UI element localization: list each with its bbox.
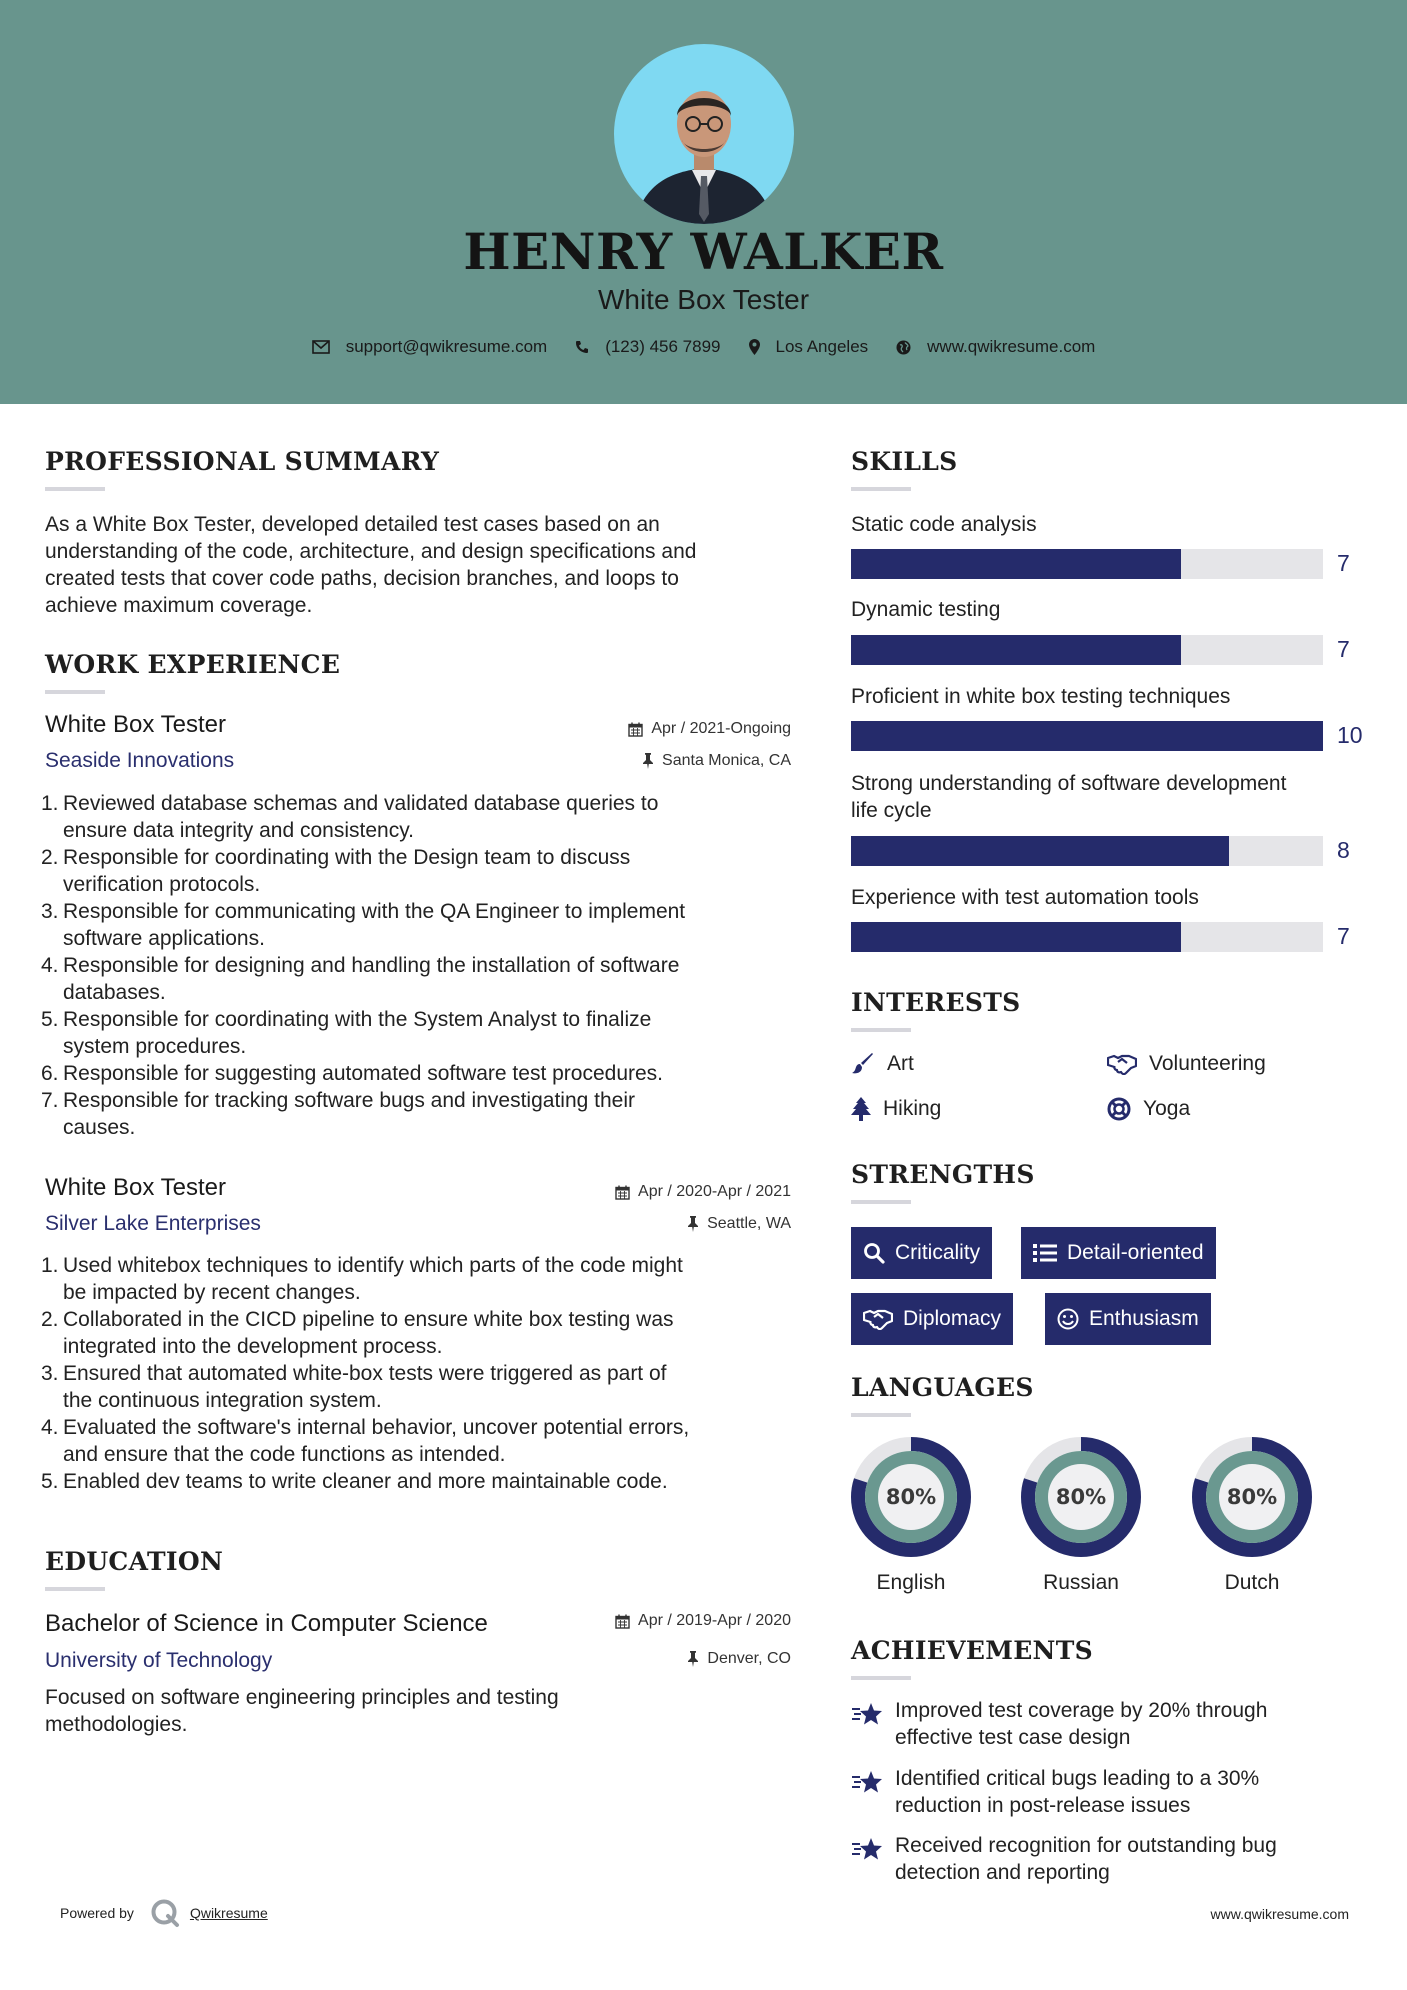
ring-percent: 80%: [885, 1485, 937, 1509]
interest-hiking: [851, 1097, 941, 1121]
pin-icon: [642, 753, 654, 769]
achievement-text: [895, 1697, 1267, 1751]
candidate-name: HENRY WALKER: [463, 222, 944, 281]
interest-label: Yoga: [1143, 1097, 1191, 1120]
skill-bar-fill: [851, 721, 1323, 751]
duty-number: 5.: [41, 1470, 59, 1493]
duty-item: [41, 1306, 815, 1360]
achievement-line: detection and reporting: [895, 1861, 1110, 1884]
interest-label: Volunteering: [1149, 1052, 1266, 1075]
summary-line: achieve maximum coverage.: [45, 594, 313, 617]
header-banner: [0, 0, 1407, 404]
duty-number: 4.: [41, 954, 59, 977]
duty-line: Responsible for designing and handling the installation of software: [63, 954, 680, 977]
duty-number: 5.: [41, 1008, 59, 1031]
duty-line: be impacted by recent changes.: [63, 1281, 361, 1304]
duty-number: 1.: [41, 792, 59, 815]
strength-tag-enthusiasm: [1045, 1293, 1211, 1345]
achievement-line: Improved test coverage by 20% through: [895, 1699, 1268, 1722]
envelope-icon: [312, 340, 330, 354]
duty-item: [41, 1060, 815, 1087]
contact-website[interactable]: [896, 337, 1095, 357]
experience-heading: WORK EXPERIENCE: [45, 650, 341, 679]
interest-label: Hiking: [883, 1097, 942, 1120]
duty-line: Responsible for coordinating with the Design team to discuss: [63, 846, 631, 869]
skill-name-line: Static code analysis: [851, 513, 1037, 536]
duty-line: Responsible for suggesting automated software test procedures.: [63, 1062, 664, 1085]
strength-label: Criticality: [895, 1241, 981, 1264]
education-line: Focused on software engineering principles and testing: [45, 1686, 559, 1709]
candidate-title: White Box Tester: [597, 284, 810, 315]
calendar-icon: [628, 722, 643, 737]
duty-number: 2.: [41, 846, 59, 869]
star-icon: [851, 1701, 885, 1727]
duty-line: system procedures.: [63, 1035, 247, 1058]
skill-name: [851, 511, 1037, 538]
calendar-icon: [615, 1185, 630, 1200]
job-dates: [500, 1183, 791, 1201]
skill-name: [851, 884, 1199, 911]
contact-email[interactable]: [312, 337, 548, 357]
education-dates: [500, 1612, 791, 1630]
interest-volunteering: [1107, 1052, 1266, 1076]
skills-heading: SKILLS: [851, 447, 958, 476]
duty-item: [41, 1006, 815, 1060]
skill-name-line: life cycle: [851, 799, 932, 822]
skill-name: [851, 683, 1230, 710]
interest-label: Art: [887, 1052, 914, 1075]
footer-powered-by: [60, 1898, 268, 1928]
duty-item: [41, 790, 815, 844]
skill-bar: [851, 635, 1323, 665]
summary-divider: [45, 487, 105, 491]
brand-link[interactable]: Qwikresume: [189, 1905, 268, 1921]
handshake-icon: [1107, 1053, 1137, 1075]
skill-name-line: Experience with test automation tools: [851, 886, 1199, 909]
duty-line: Used whitebox techniques to identify which parts of the code might: [63, 1254, 683, 1277]
contact-phone[interactable]: [575, 337, 720, 357]
strength-label: Detail-oriented: [1067, 1241, 1204, 1264]
achievements-divider: [851, 1676, 911, 1680]
duty-item: [41, 1414, 815, 1468]
qwikresume-logo-icon: [150, 1898, 180, 1928]
achievement-line: effective test case design: [895, 1726, 1131, 1749]
strength-tag-detail-oriented: [1021, 1227, 1216, 1279]
duty-line: ensure data integrity and consistency.: [63, 819, 414, 842]
interests-heading: INTERESTS: [851, 988, 1021, 1017]
skill-value: 7: [1337, 636, 1350, 662]
ring-percent: 80%: [1226, 1485, 1278, 1509]
languages-heading: LANGUAGES: [851, 1373, 1034, 1402]
pin-icon: [687, 1216, 699, 1232]
skill-name: [851, 596, 1000, 623]
skill-bar: [851, 549, 1323, 579]
language-ring: [1019, 1435, 1143, 1559]
achievement-line: Identified critical bugs leading to a 30%: [895, 1767, 1260, 1790]
language-name: Russian: [1043, 1571, 1119, 1594]
skill-bar-fill: [851, 635, 1181, 665]
star-icon: [851, 1769, 885, 1795]
star-icon: [851, 1836, 885, 1862]
interests-divider: [851, 1028, 911, 1032]
education-line: methodologies.: [45, 1713, 188, 1736]
skill-bar: [851, 721, 1323, 751]
duty-item: [41, 1252, 815, 1306]
skill-value: 7: [1337, 923, 1350, 949]
duty-item: [41, 844, 815, 898]
skill-bar: [851, 836, 1323, 866]
strength-tag-diplomacy: [851, 1293, 1013, 1345]
dates-text: Apr / 2020-Apr / 2021: [638, 1183, 791, 1200]
skill-name-line: Proficient in white box testing techniques: [851, 685, 1231, 708]
duty-line: Evaluated the software's internal behavior, uncover potential errors,: [63, 1416, 690, 1439]
duty-line: Collaborated in the CICD pipeline to ensure white box testing was: [63, 1308, 674, 1331]
duty-line: Ensured that automated white-box tests were triggered as part of: [63, 1362, 667, 1385]
handshake-icon: [863, 1308, 893, 1330]
skill-value: 8: [1337, 837, 1350, 863]
summary-line: created tests that cover code paths, decision branches, and loops to: [45, 567, 679, 590]
strengths-heading: STRENGTHS: [851, 1160, 1035, 1189]
job-title: White Box Tester: [45, 1174, 226, 1201]
duty-line: Reviewed database schemas and validated database queries to: [63, 792, 659, 815]
lifering-icon: [1107, 1097, 1131, 1121]
globe-icon: [896, 340, 911, 355]
job-dates: [500, 720, 791, 738]
dates-text: Apr / 2021-Ongoing: [651, 720, 791, 737]
achievement-item: [851, 1765, 1259, 1819]
language-name: Dutch: [1224, 1571, 1280, 1594]
skill-value: 10: [1337, 722, 1363, 748]
strengths-divider: [851, 1200, 911, 1204]
duty-line: databases.: [63, 981, 166, 1004]
duty-line: verification protocols.: [63, 873, 261, 896]
duty-line: the continuous integration system.: [63, 1389, 382, 1412]
contact-bar: [0, 337, 1407, 357]
duty-item: [41, 952, 815, 1006]
education-location: [500, 1650, 791, 1668]
skill-name-line: Dynamic testing: [851, 598, 1001, 621]
skills-divider: [851, 487, 911, 491]
duty-item: [41, 1468, 815, 1495]
duty-line: software applications.: [63, 927, 265, 950]
duty-number: 2.: [41, 1308, 59, 1331]
tree-icon: [851, 1097, 871, 1121]
duty-list: [41, 1252, 815, 1495]
profile-photo: [614, 44, 794, 224]
job-title: White Box Tester: [45, 711, 226, 738]
achievements-heading: ACHIEVEMENTS: [851, 1636, 1093, 1665]
location-text: Denver, CO: [707, 1650, 791, 1667]
location-text: Los Angeles: [775, 337, 869, 356]
achievement-line: reduction in post-release issues: [895, 1794, 1191, 1817]
degree-title: Bachelor of Science in Computer Science: [45, 1610, 488, 1637]
ring-percent: 80%: [1055, 1485, 1107, 1509]
dates-text: Apr / 2019-Apr / 2020: [638, 1612, 791, 1629]
duty-line: Responsible for communicating with the QA Engineer to implement: [63, 900, 686, 923]
phone-icon: [575, 340, 589, 354]
duty-number: 3.: [41, 900, 59, 923]
duty-line: Enabled dev teams to write cleaner and more maintainable code.: [63, 1470, 668, 1493]
map-marker-icon: [749, 339, 760, 355]
duty-number: 4.: [41, 1416, 59, 1439]
experience-divider: [45, 690, 105, 694]
contact-location: [749, 337, 869, 357]
achievement-line: Received recognition for outstanding bug: [895, 1834, 1277, 1857]
website-text: www.qwikresume.com: [927, 337, 1096, 356]
strength-label: Diplomacy: [903, 1307, 1002, 1330]
powered-by-text: Powered by: [60, 1905, 134, 1921]
summary-heading: PROFESSIONAL SUMMARY: [45, 447, 440, 476]
skill-name: [851, 770, 1286, 824]
achievement-item: [851, 1832, 1277, 1886]
duty-line: causes.: [63, 1116, 136, 1139]
achievement-text: [895, 1832, 1277, 1886]
duty-item: [41, 898, 815, 952]
calendar-icon: [615, 1614, 630, 1629]
summary-line: As a White Box Tester, developed detailed test cases based on an: [45, 513, 660, 536]
footer-website[interactable]: www.qwikresume.com: [1210, 1906, 1349, 1922]
duty-line: integrated into the development process.: [63, 1335, 443, 1358]
skill-bar: [851, 922, 1323, 952]
job-location: [500, 752, 791, 770]
skill-value: 7: [1337, 550, 1350, 576]
job-location: [500, 1215, 791, 1233]
skill-bar-fill: [851, 922, 1181, 952]
interest-art: [851, 1052, 914, 1076]
language-name: English: [876, 1571, 946, 1594]
duty-list: [41, 790, 815, 1141]
duty-item: [41, 1360, 815, 1414]
school-name: University of Technology: [45, 1649, 273, 1672]
list-icon: [1033, 1243, 1057, 1263]
paintbrush-icon: [851, 1052, 875, 1076]
location-text: Santa Monica, CA: [662, 752, 791, 769]
company-name: Silver Lake Enterprises: [45, 1212, 261, 1235]
strength-tag-criticality: [851, 1227, 992, 1279]
pin-icon: [687, 1651, 699, 1667]
education-description: [45, 1684, 805, 1738]
location-text: Seattle, WA: [707, 1215, 791, 1232]
interest-yoga: [1107, 1097, 1190, 1121]
skill-name-line: Strong understanding of software development: [851, 772, 1287, 795]
education-divider: [45, 1587, 105, 1591]
duty-number: 3.: [41, 1362, 59, 1385]
duty-number: 1.: [41, 1254, 59, 1277]
skill-bar-fill: [851, 549, 1181, 579]
language-ring: [849, 1435, 973, 1559]
summary-text: [45, 511, 805, 619]
company-name: Seaside Innovations: [45, 749, 235, 772]
languages-divider: [851, 1413, 911, 1417]
education-heading: EDUCATION: [45, 1547, 224, 1576]
duty-item: [41, 1087, 815, 1141]
achievement-text: [895, 1765, 1259, 1819]
language-ring: [1190, 1435, 1314, 1559]
achievement-item: [851, 1697, 1267, 1751]
duty-line: and ensure that the code functions as intended.: [63, 1443, 506, 1466]
summary-line: understanding of the code, architecture, and design specifications and: [45, 540, 697, 563]
duty-line: Responsible for tracking software bugs and investigating their: [63, 1089, 635, 1112]
email-text: support@qwikresume.com: [345, 337, 548, 356]
phone-text: (123) 456 7899: [605, 337, 721, 356]
duty-number: 7.: [41, 1089, 59, 1112]
duty-line: Responsible for coordinating with the System Analyst to finalize: [63, 1008, 652, 1031]
search-icon: [863, 1242, 885, 1264]
smile-icon: [1057, 1308, 1079, 1330]
duty-number: 6.: [41, 1062, 59, 1085]
skill-bar-fill: [851, 836, 1229, 866]
strength-label: Enthusiasm: [1089, 1307, 1199, 1330]
